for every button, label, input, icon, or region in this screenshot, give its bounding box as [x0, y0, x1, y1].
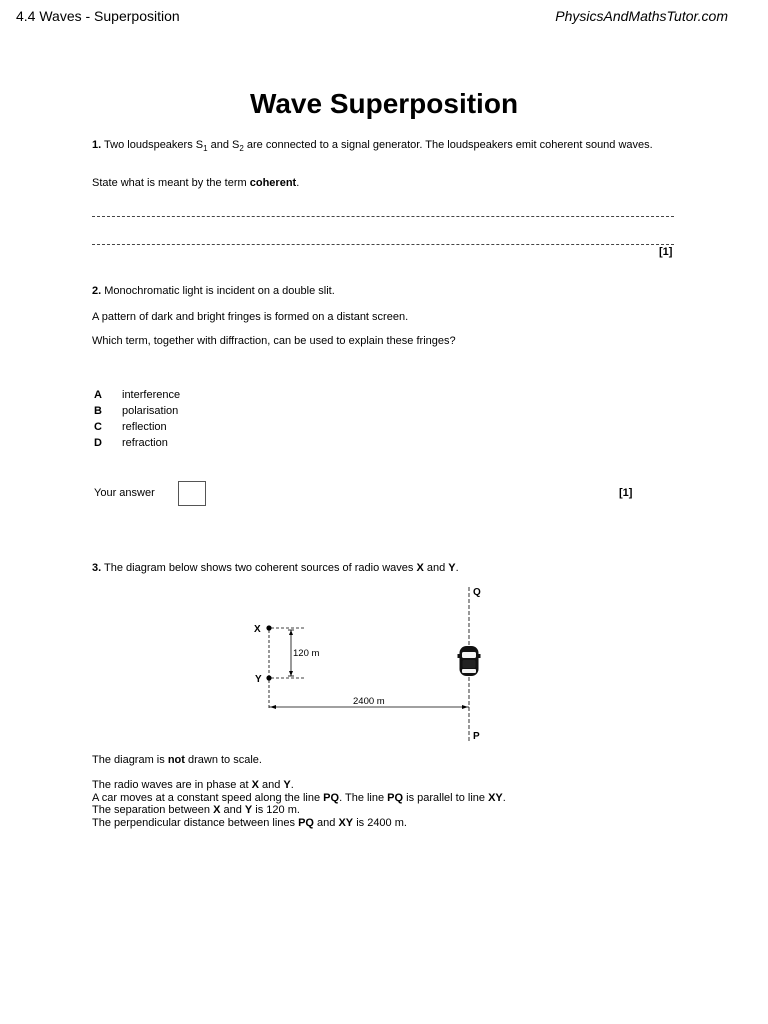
question-1-prompt: State what is meant by the term coherent. [92, 177, 300, 189]
detail-line-1: The radio waves are in phase at X and Y. [92, 779, 294, 791]
question-3-number: 3. [92, 562, 102, 574]
page-header-left: 4.4 Waves - Superposition [16, 8, 180, 24]
detail-line-2: A car moves at a constant speed along the line PQ. The line PQ is parallel to line XY. [92, 791, 506, 804]
arrowhead-down [289, 671, 293, 676]
detail-line-4: The perpendicular distance between lines PQ and XY is 2400 m. [92, 816, 407, 829]
page-header-right: PhysicsAndMathsTutor.com [555, 8, 728, 24]
question-2-line3: Which term, together with diffraction, can be used to explain these fringes? [92, 335, 456, 347]
question-3-details [92, 779, 692, 829]
page-title: Wave Superposition [249, 88, 519, 119]
sources-diagram [240, 582, 500, 747]
distance-label: 2400 m [353, 696, 385, 707]
scale-note: The diagram is not drawn to scale. [92, 754, 262, 766]
question-1-mark: [1] [659, 246, 673, 258]
question-3-text: 3. The diagram below shows two coherent sources of radio waves X and Y. [92, 562, 459, 574]
label-q: Q [473, 587, 481, 598]
label-x: X [254, 624, 261, 635]
answer-line-1[interactable] [92, 216, 674, 217]
question-2-text: 2. Monochromatic light is incident on a double slit. [92, 285, 335, 297]
answer-box[interactable] [178, 481, 206, 506]
label-p: P [473, 731, 480, 742]
answer-line-2[interactable] [92, 244, 674, 245]
car-icon [458, 646, 481, 676]
source-x-dot [266, 625, 271, 630]
question-1-text: 1. Two loudspeakers $S_1$ and $S_2$ are connected to a signal generator. The loudspeakers emit coherent sound waves. [92, 139, 653, 154]
question-2-number: 2. [92, 285, 102, 297]
label-y: Y [255, 674, 262, 685]
separation-label: 120 m [293, 648, 320, 659]
answer-label: Your answer [94, 487, 155, 499]
detail-line-3: The separation between X and Y is 120 m. [92, 804, 300, 816]
question-2-line2: A pattern of dark and bright fringes is formed on a distant screen. [92, 311, 409, 323]
question-2-mark: [1] [619, 487, 633, 499]
question-1-number: 1. [92, 139, 102, 151]
arrowhead-up [289, 630, 293, 635]
